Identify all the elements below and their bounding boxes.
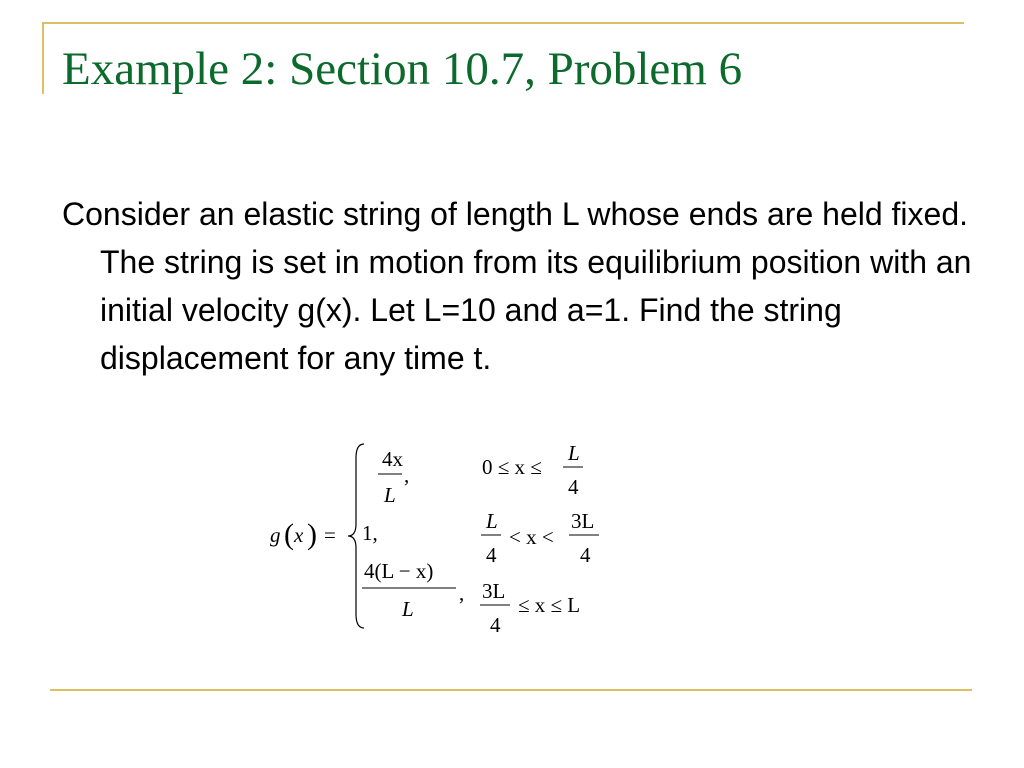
formula-lhs-paren-open: (: [284, 518, 294, 551]
case2-expr: 1,: [362, 521, 378, 545]
case1-cond-left: 0 ≤ x ≤: [482, 455, 542, 479]
case1-sep: ,: [404, 463, 410, 487]
case1-expr-num: 4x: [382, 447, 403, 471]
case3-expr-den: L: [402, 597, 414, 621]
case1-expr-den: L: [384, 483, 396, 507]
case3-sep: ,: [459, 581, 465, 605]
case3-cond-den: 4: [490, 613, 501, 637]
formula-lhs-paren-close: ): [307, 518, 317, 551]
case3-cond-right: ≤ x ≤ L: [518, 593, 581, 617]
footer-rule: [50, 689, 972, 691]
case3-cond-num: 3L: [482, 579, 506, 603]
case2-cond-mid: < x <: [509, 525, 554, 549]
frame-left-rule: [42, 22, 44, 94]
slide-title: Example 2: Section 10.7, Problem 6: [62, 43, 743, 95]
case1-cond-den: 4: [568, 475, 579, 499]
formula-lhs-fn: g: [270, 523, 281, 547]
case3-expr-num: 4(L − x): [364, 559, 434, 583]
case2-cond-right-num: 3L: [571, 509, 595, 533]
formula-case-1: [378, 441, 583, 507]
piecewise-formula: [260, 432, 620, 642]
frame-top-rule: [42, 22, 964, 24]
case2-cond-left-num: L: [486, 509, 498, 533]
formula-lhs-arg: x: [294, 523, 304, 547]
case2-cond-left-den: 4: [486, 543, 497, 567]
case2-cond-right-den: 4: [580, 543, 591, 567]
problem-statement: Consider an elastic string of length L whose ends are held fixed. The string is set in motion from its equilibrium position with an initial velocity g(x). Let L=10 and a=1. Find the string displacement for any time t.: [62, 196, 972, 376]
formula-equals: =: [324, 523, 336, 547]
case1-cond-num: L: [568, 441, 580, 465]
formula-case-3: [362, 559, 580, 637]
